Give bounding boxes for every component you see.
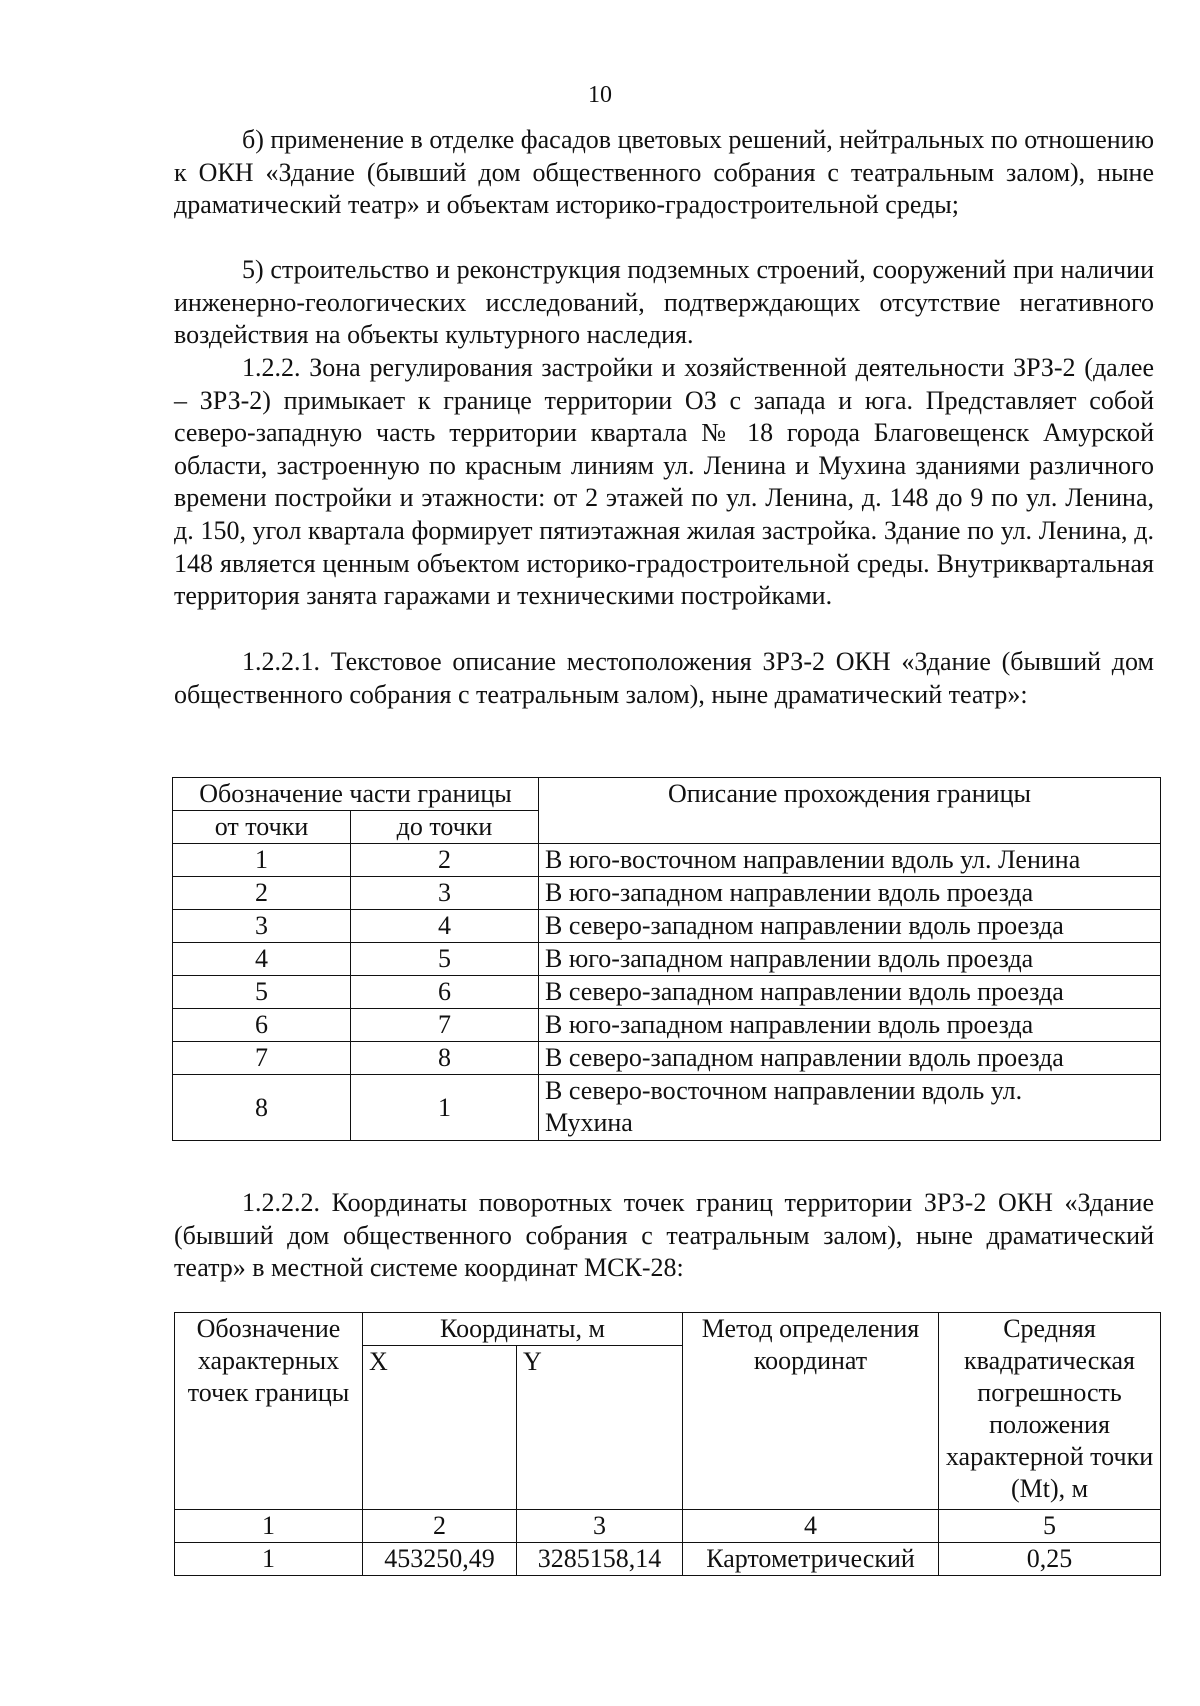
cell-from: 3 xyxy=(173,910,351,943)
table-row xyxy=(173,976,1161,1009)
cell-from: 8 xyxy=(173,1075,351,1141)
paragraph-zone-description: 1.2.2. Зона регулирования застройки и хозяйственной деятельности ЗРЗ-2 (далее – ЗРЗ-2) примыкает к границе территории ОЗ с запада и юга. Представляет собой северо-западную часть территории квартала № 18 города Благовещенск Амурской области, застроенную по красным линиям ул. Ленина и Мухина зданиями различного времени постройки и этажности: от 2 этажей по ул. Ленина, д. 148 до 9 по ул. Ленина, д. 150, угол квартала формирует пятиэтажная жилая застройка. Здание по ул. Ленина, д. 148 является ценным объектом историко-градостроительной среды. Внутриквартальная территория занята гаражами и техническими постройками. xyxy=(174,353,1154,611)
cell-to: 1 xyxy=(351,1075,539,1141)
table-row xyxy=(173,943,1161,976)
table-row xyxy=(173,1042,1161,1075)
cell-description: В юго-западном направлении вдоль проезда xyxy=(539,1009,1161,1042)
cell-from: 1 xyxy=(173,844,351,877)
paragraph-boundary-text-heading: 1.2.2.1. Текстовое описание местоположения ЗРЗ-2 ОКН «Здание (бывший дом общественного собрания с театральным залом), ныне драматический театр»: xyxy=(174,647,1154,709)
column-number: 3 xyxy=(517,1510,683,1543)
table-header-row xyxy=(173,778,1161,811)
cell-description: В северо-западном направлении вдоль проезда xyxy=(539,976,1161,1009)
paragraph-coordinates-heading: 1.2.2.2. Координаты поворотных точек границ территории ЗРЗ-2 ОКН «Здание (бывший дом общественного собрания с театральным залом), ныне драматический театр» в местной системе координат МСК-28: xyxy=(174,1188,1154,1283)
header-to-point: до точки xyxy=(351,811,539,844)
cell-from: 5 xyxy=(173,976,351,1009)
table-row xyxy=(173,1075,1161,1141)
cell-to: 3 xyxy=(351,877,539,910)
table-row xyxy=(173,1009,1161,1042)
table-numbering-row xyxy=(175,1510,1161,1543)
cell-description: В северо-западном направлении вдоль проезда xyxy=(539,1042,1161,1075)
cell-error: 0,25 xyxy=(939,1543,1161,1576)
cell-description: В юго-западном направлении вдоль проезда xyxy=(539,877,1161,910)
header-boundary-description: Описание прохождения границы xyxy=(539,778,1161,844)
header-from-point: от точки xyxy=(173,811,351,844)
cell-from: 4 xyxy=(173,943,351,976)
header-mean-square-error: Средняя квадратическая погрешность положения характерной точки (Mt), м xyxy=(939,1313,1161,1510)
cell-to: 5 xyxy=(351,943,539,976)
cell-to: 8 xyxy=(351,1042,539,1075)
cell-x: 453250,49 xyxy=(363,1543,517,1576)
table-row xyxy=(173,844,1161,877)
table-row xyxy=(173,910,1161,943)
cell-description: В юго-восточном направлении вдоль ул. Ленина xyxy=(539,844,1161,877)
column-number: 5 xyxy=(939,1510,1161,1543)
column-number: 1 xyxy=(175,1510,363,1543)
header-method: Метод определения координат xyxy=(683,1313,939,1510)
cell-from: 6 xyxy=(173,1009,351,1042)
table-row xyxy=(175,1543,1161,1576)
header-point-designation: Обозначение характерных точек границы xyxy=(175,1313,363,1510)
cell-y: 3285158,14 xyxy=(517,1543,683,1576)
header-boundary-part: Обозначение части границы xyxy=(173,778,539,811)
cell-description: В северо-восточном направлении вдоль ул. Мухина xyxy=(539,1075,1161,1141)
paragraph-facade-colors: б) применение в отделке фасадов цветовых решений, нейтральных по отношению к ОКН «Здание (бывший дом общественного собрания с театральным залом), ныне драматический театр» и объектам историко-градостроительной среды; xyxy=(174,125,1154,220)
cell-from: 2 xyxy=(173,877,351,910)
paragraph-underground-construction: 5) строительство и реконструкция подземных строений, сооружений при наличии инженерно-геологических исследований, подтверждающих отсутствие негативного воздействия на объекты культурного наследия. xyxy=(174,255,1154,350)
column-number: 2 xyxy=(363,1510,517,1543)
table-header-row xyxy=(175,1313,1161,1346)
cell-description: В северо-западном направлении вдоль проезда xyxy=(539,910,1161,943)
cell-to: 4 xyxy=(351,910,539,943)
boundary-description-table xyxy=(172,777,1161,1141)
header-coordinates: Координаты, м xyxy=(363,1313,683,1346)
cell-from: 7 xyxy=(173,1042,351,1075)
cell-to: 2 xyxy=(351,844,539,877)
cell-to: 6 xyxy=(351,976,539,1009)
cell-point: 1 xyxy=(175,1543,363,1576)
header-x: X xyxy=(363,1346,517,1510)
header-y: Y xyxy=(517,1346,683,1510)
coordinates-table xyxy=(174,1312,1161,1576)
column-number: 4 xyxy=(683,1510,939,1543)
cell-method: Картометрический xyxy=(683,1543,939,1576)
page-number: 10 xyxy=(588,82,612,108)
cell-description: В юго-западном направлении вдоль проезда xyxy=(539,943,1161,976)
table-row xyxy=(173,877,1161,910)
cell-to: 7 xyxy=(351,1009,539,1042)
